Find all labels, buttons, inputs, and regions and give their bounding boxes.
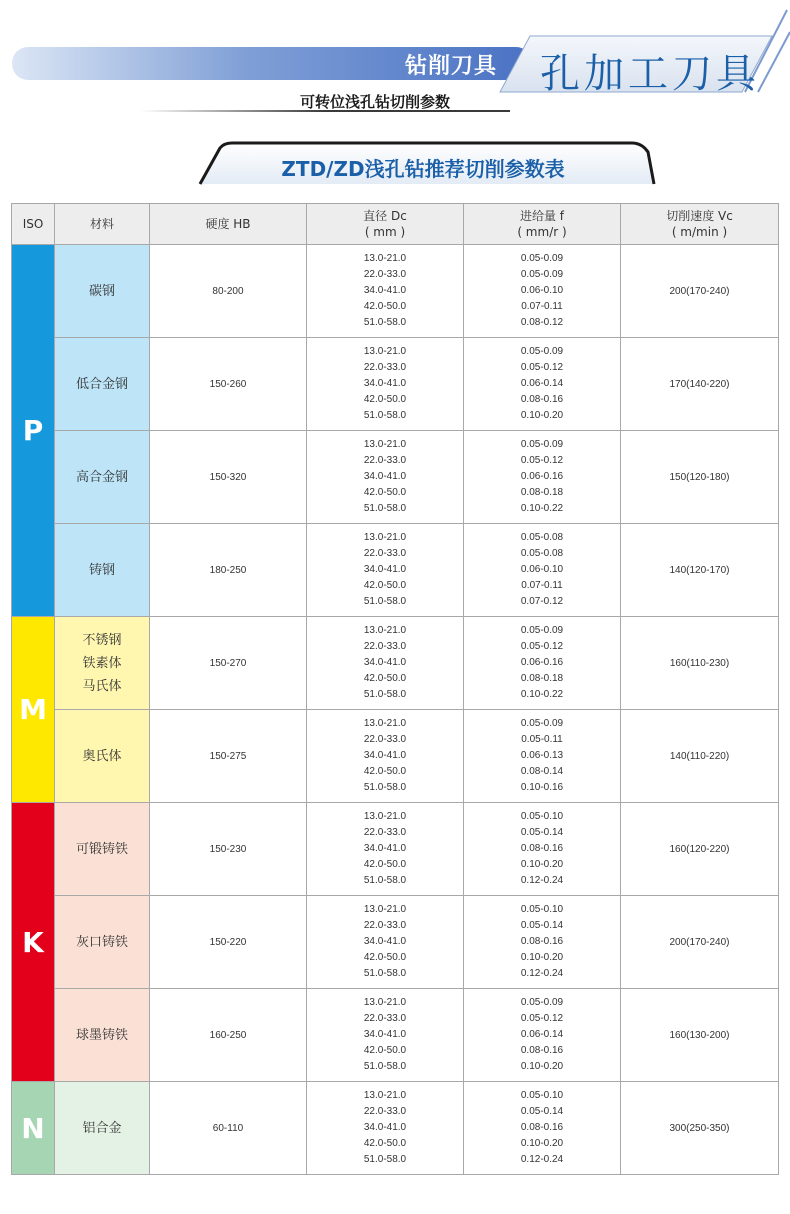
hardness-cell: 180-250 <box>150 524 307 617</box>
speed-cell: 160(110-230) <box>621 617 779 710</box>
diameter-value: 34.0-41.0 <box>363 471 407 482</box>
material-cell <box>55 803 150 896</box>
feed-value: 0.06-0.13 <box>520 750 564 761</box>
feed-header-label: 进给量 f <box>519 209 565 223</box>
feed-value: 0.06-0.10 <box>520 285 564 296</box>
speed-header-unit: ( m/min ) <box>671 225 728 239</box>
feed-value: 0.12-0.24 <box>520 1154 564 1165</box>
feed-value: 0.05-0.09 <box>520 439 564 450</box>
table-header-row <box>12 204 779 245</box>
feed-value: 0.10-0.20 <box>520 410 564 421</box>
table-title: ZTD/ZD浅孔钻推荐切削参数表 <box>281 157 565 181</box>
diameter-value: 42.0-50.0 <box>363 1138 407 1149</box>
col-header-iso: ISO <box>12 204 55 245</box>
table-row <box>12 989 779 1082</box>
diameter-cell <box>307 989 464 1082</box>
material-cell <box>55 524 150 617</box>
diameter-value: 13.0-21.0 <box>363 253 407 264</box>
feed-value: 0.08-0.18 <box>520 673 564 684</box>
diameter-value: 34.0-41.0 <box>363 1029 407 1040</box>
diameter-value: 51.0-58.0 <box>363 968 407 979</box>
feed-value: 0.05-0.14 <box>520 920 564 931</box>
material-cell <box>55 1082 150 1175</box>
feed-value: 0.08-0.18 <box>520 487 564 498</box>
diameter-value: 51.0-58.0 <box>363 875 407 886</box>
feed-value: 0.05-0.09 <box>520 997 564 1008</box>
feed-value: 0.12-0.24 <box>520 968 564 979</box>
feed-value: 0.05-0.14 <box>520 827 564 838</box>
diameter-value: 34.0-41.0 <box>363 657 407 668</box>
diameter-value: 51.0-58.0 <box>363 503 407 514</box>
material-name: 可锻铸铁 <box>75 841 128 857</box>
hardness-cell: 150-320 <box>150 431 307 524</box>
table-row <box>12 896 779 989</box>
iso-group-p: P <box>12 245 55 617</box>
diameter-cell <box>307 1082 464 1175</box>
col-header-material: 材料 <box>55 204 150 245</box>
diameter-cell <box>307 710 464 803</box>
diameter-value: 13.0-21.0 <box>363 718 407 729</box>
diameter-value: 22.0-33.0 <box>363 362 407 373</box>
diameter-value: 34.0-41.0 <box>363 843 407 854</box>
diameter-value: 22.0-33.0 <box>363 269 407 280</box>
feed-value: 0.05-0.09 <box>520 269 564 280</box>
table-row <box>12 617 779 710</box>
feed-value: 0.08-0.16 <box>520 936 564 947</box>
col-header-diameter <box>307 204 464 245</box>
feed-value: 0.05-0.09 <box>520 625 564 636</box>
diameter-value: 34.0-41.0 <box>363 564 407 575</box>
feed-cell <box>464 431 621 524</box>
diameter-cell <box>307 803 464 896</box>
feed-value: 0.08-0.14 <box>520 766 564 777</box>
feed-cell <box>464 710 621 803</box>
iso-group-n: N <box>12 1082 55 1175</box>
material-cell <box>55 617 150 710</box>
feed-cell <box>464 896 621 989</box>
feed-value: 0.05-0.14 <box>520 1106 564 1117</box>
feed-value: 0.10-0.22 <box>520 503 564 514</box>
diameter-value: 13.0-21.0 <box>363 997 407 1008</box>
material-cell <box>55 710 150 803</box>
speed-cell: 140(120-170) <box>621 524 779 617</box>
diameter-value: 51.0-58.0 <box>363 689 407 700</box>
page-subtitle: 可转位浅孔钻切削参数 <box>300 93 451 111</box>
diameter-cell <box>307 617 464 710</box>
col-header-speed <box>621 204 779 245</box>
table-row <box>12 1082 779 1175</box>
feed-value: 0.06-0.14 <box>520 1029 564 1040</box>
feed-value: 0.10-0.20 <box>520 1061 564 1072</box>
feed-value: 0.05-0.11 <box>521 734 563 745</box>
material-name: 低合金钢 <box>75 376 128 392</box>
feed-value: 0.06-0.10 <box>520 564 564 575</box>
diameter-value: 13.0-21.0 <box>363 532 407 543</box>
diameter-value: 51.0-58.0 <box>363 1154 407 1165</box>
diameter-value: 51.0-58.0 <box>363 782 407 793</box>
hardness-cell: 60-110 <box>150 1082 307 1175</box>
feed-cell <box>464 989 621 1082</box>
diameter-value: 22.0-33.0 <box>363 641 407 652</box>
feed-value: 0.05-0.12 <box>520 455 564 466</box>
table-row <box>12 710 779 803</box>
speed-cell: 200(170-240) <box>621 245 779 338</box>
speed-cell: 140(110-220) <box>621 710 779 803</box>
diameter-value: 51.0-58.0 <box>363 596 407 607</box>
feed-value: 0.05-0.09 <box>520 253 564 264</box>
material-name: 灰口铸铁 <box>75 934 128 950</box>
feed-value: 0.05-0.10 <box>520 1090 564 1101</box>
diameter-value: 22.0-33.0 <box>363 1013 407 1024</box>
table-row <box>12 431 779 524</box>
diameter-value: 42.0-50.0 <box>363 394 407 405</box>
material-name: 铝合金 <box>82 1120 122 1136</box>
iso-group-m: M <box>12 617 55 803</box>
col-header-hardness: 硬度 HB <box>150 204 307 245</box>
diameter-value: 42.0-50.0 <box>363 580 407 591</box>
feed-value: 0.08-0.16 <box>520 843 564 854</box>
feed-value: 0.08-0.12 <box>520 317 564 328</box>
diameter-cell <box>307 245 464 338</box>
diameter-cell <box>307 431 464 524</box>
material-cell <box>55 896 150 989</box>
diameter-value: 13.0-21.0 <box>363 625 407 636</box>
section-title: 孔加工刀具 <box>540 51 760 97</box>
speed-cell: 170(140-220) <box>621 338 779 431</box>
feed-value: 0.08-0.16 <box>520 394 564 405</box>
table-row <box>12 338 779 431</box>
feed-value: 0.10-0.20 <box>520 952 564 963</box>
feed-value: 0.06-0.16 <box>520 657 564 668</box>
diameter-value: 22.0-33.0 <box>363 734 407 745</box>
speed-header-label: 切削速度 Vc <box>666 209 733 223</box>
diameter-value: 34.0-41.0 <box>363 285 407 296</box>
diameter-value: 13.0-21.0 <box>363 439 407 450</box>
material-name: 铸钢 <box>88 562 115 578</box>
diameter-value: 34.0-41.0 <box>363 378 407 389</box>
diameter-value: 13.0-21.0 <box>363 811 407 822</box>
hardness-cell: 150-230 <box>150 803 307 896</box>
feed-value: 0.05-0.09 <box>520 346 564 357</box>
hardness-cell: 150-275 <box>150 710 307 803</box>
table-row <box>12 524 779 617</box>
speed-cell: 160(120-220) <box>621 803 779 896</box>
diameter-value: 42.0-50.0 <box>363 1045 407 1056</box>
feed-cell <box>464 803 621 896</box>
table-body <box>12 245 779 1175</box>
hardness-cell: 150-270 <box>150 617 307 710</box>
material-name: 球墨铸铁 <box>75 1027 128 1043</box>
material-cell <box>55 245 150 338</box>
diameter-value: 34.0-41.0 <box>363 936 407 947</box>
diameter-header-unit: ( mm ) <box>364 225 406 239</box>
speed-cell: 150(120-180) <box>621 431 779 524</box>
cutting-parameter-table <box>11 203 779 1175</box>
material-cell <box>55 431 150 524</box>
material-cell <box>55 338 150 431</box>
speed-cell: 200(170-240) <box>621 896 779 989</box>
diameter-value: 42.0-50.0 <box>363 301 407 312</box>
category-label: 钻削刀具 <box>405 54 498 79</box>
feed-value: 0.08-0.16 <box>520 1122 564 1133</box>
diameter-value: 13.0-21.0 <box>363 904 407 915</box>
diameter-value: 42.0-50.0 <box>363 859 407 870</box>
feed-value: 0.07-0.11 <box>521 301 563 312</box>
diameter-value: 22.0-33.0 <box>363 1106 407 1117</box>
speed-cell: 300(250-350) <box>621 1082 779 1175</box>
feed-header-unit: ( mm/r ) <box>517 225 567 239</box>
diameter-value: 51.0-58.0 <box>363 317 407 328</box>
diameter-value: 42.0-50.0 <box>363 487 407 498</box>
material-name: 不锈钢 <box>82 632 122 648</box>
feed-value: 0.05-0.08 <box>520 548 564 559</box>
feed-value: 0.10-0.20 <box>520 1138 564 1149</box>
diameter-value: 22.0-33.0 <box>363 827 407 838</box>
hardness-cell: 150-220 <box>150 896 307 989</box>
diameter-header-label: 直径 Dc <box>363 209 407 223</box>
iso-group-k: K <box>12 803 55 1082</box>
feed-cell <box>464 617 621 710</box>
feed-value: 0.08-0.16 <box>520 1045 564 1056</box>
feed-value: 0.12-0.24 <box>520 875 564 886</box>
hardness-cell: 150-260 <box>150 338 307 431</box>
diameter-value: 22.0-33.0 <box>363 920 407 931</box>
feed-value: 0.10-0.22 <box>520 689 564 700</box>
diameter-value: 34.0-41.0 <box>363 1122 407 1133</box>
feed-value: 0.05-0.10 <box>520 811 564 822</box>
diameter-value: 13.0-21.0 <box>363 346 407 357</box>
feed-cell <box>464 245 621 338</box>
hardness-cell: 80-200 <box>150 245 307 338</box>
diameter-value: 42.0-50.0 <box>363 952 407 963</box>
table-row <box>12 245 779 338</box>
diameter-value: 42.0-50.0 <box>363 766 407 777</box>
feed-value: 0.05-0.10 <box>520 904 564 915</box>
speed-cell: 160(130-200) <box>621 989 779 1082</box>
feed-value: 0.05-0.09 <box>520 718 564 729</box>
feed-value: 0.05-0.08 <box>520 532 564 543</box>
material-cell <box>55 989 150 1082</box>
diameter-value: 42.0-50.0 <box>363 673 407 684</box>
diameter-cell <box>307 338 464 431</box>
diameter-value: 51.0-58.0 <box>363 1061 407 1072</box>
diameter-cell <box>307 896 464 989</box>
feed-cell <box>464 524 621 617</box>
feed-cell <box>464 1082 621 1175</box>
hardness-cell: 160-250 <box>150 989 307 1082</box>
diameter-cell <box>307 524 464 617</box>
material-name: 奥氏体 <box>82 748 122 764</box>
diameter-value: 22.0-33.0 <box>363 455 407 466</box>
diameter-value: 34.0-41.0 <box>363 750 407 761</box>
feed-cell <box>464 338 621 431</box>
diameter-value: 51.0-58.0 <box>363 410 407 421</box>
material-name: 马氏体 <box>82 678 122 694</box>
feed-value: 0.10-0.16 <box>520 782 564 793</box>
feed-value: 0.06-0.14 <box>520 378 564 389</box>
material-name: 铁素体 <box>82 655 122 671</box>
feed-value: 0.05-0.12 <box>520 641 564 652</box>
feed-value: 0.05-0.12 <box>520 362 564 373</box>
table-row <box>12 803 779 896</box>
col-header-feed <box>464 204 621 245</box>
feed-value: 0.10-0.20 <box>520 859 564 870</box>
material-name: 高合金钢 <box>75 469 128 485</box>
diameter-value: 13.0-21.0 <box>363 1090 407 1101</box>
feed-value: 0.07-0.11 <box>521 580 563 591</box>
feed-value: 0.05-0.12 <box>520 1013 564 1024</box>
material-name: 碳钢 <box>88 283 115 299</box>
feed-value: 0.06-0.16 <box>520 471 564 482</box>
feed-value: 0.07-0.12 <box>520 596 564 607</box>
diameter-value: 22.0-33.0 <box>363 548 407 559</box>
